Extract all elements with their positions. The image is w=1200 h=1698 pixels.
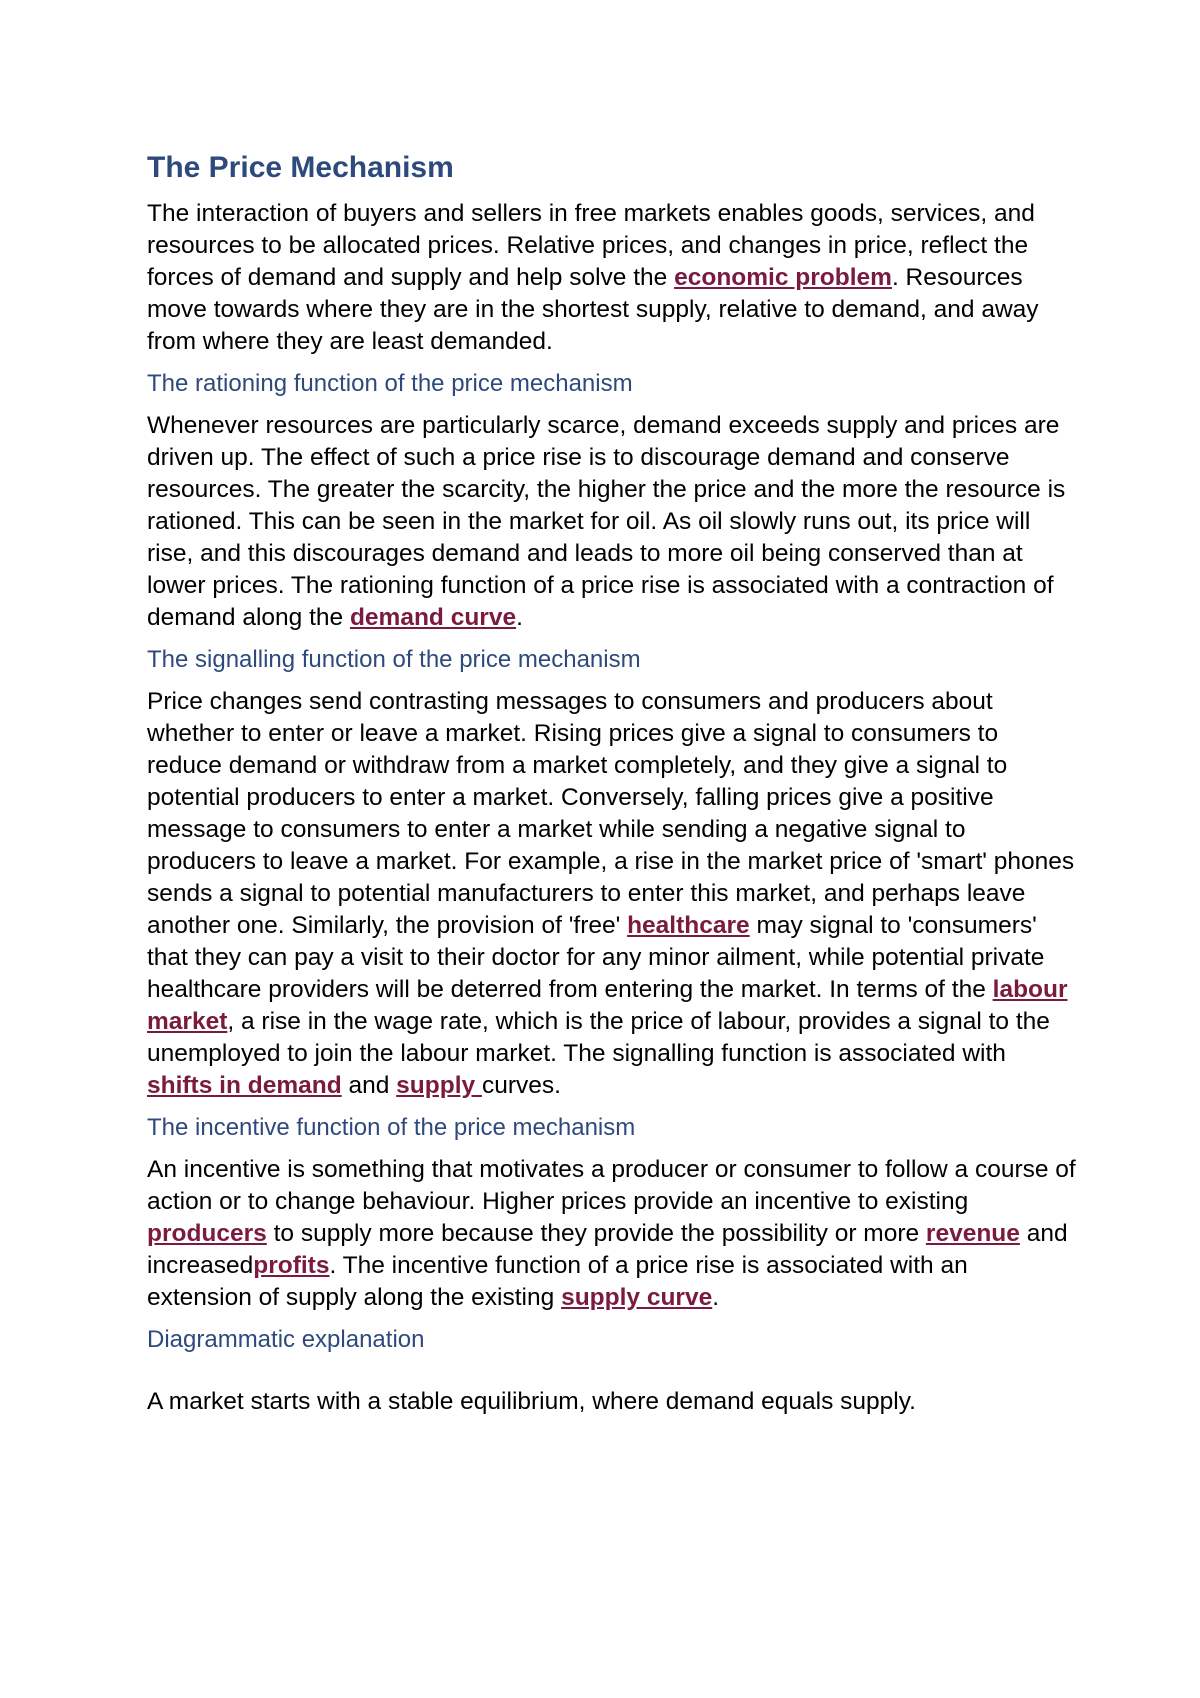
link-producers[interactable]: producers (147, 1220, 267, 1247)
link-healthcare[interactable]: healthcare (627, 912, 750, 939)
signalling-text-4: and (341, 1072, 397, 1099)
signalling-heading: The signalling function of the price mechanism (147, 646, 641, 673)
link-labour-market[interactable]: labour market (147, 976, 1068, 1035)
signalling-text-3: , a rise in the wage rate, which is the price of labour, provides a signal to the unemployed to join the labour market. The signalling function is associated with (147, 1008, 1050, 1067)
incentive-paragraph (147, 1154, 1077, 1314)
rationing-paragraph (147, 410, 1077, 634)
signalling-text-5: curves. (481, 1072, 561, 1099)
incentive-text-1: An incentive is something that motivates a producer or consumer to follow a course of action or to change behaviour. Higher prices provide an incentive to existing (147, 1156, 1076, 1215)
signalling-paragraph (147, 686, 1077, 1102)
link-supply[interactable]: supply (396, 1072, 482, 1099)
intro-text-2: . Resources move towards where they are in the shortest supply, relative to demand, and away from where they are least demanded. (147, 264, 1039, 355)
rationing-text-2: . (516, 604, 523, 631)
link-profits[interactable]: profits (253, 1252, 330, 1279)
link-supply-curve[interactable]: supply curve (561, 1284, 713, 1311)
link-demand-curve[interactable]: demand curve (349, 604, 517, 631)
rationing-text-1: Whenever resources are particularly scarce, demand exceeds supply and prices are driven up. The effect of such a price rise is to discourage demand and conserve resources. The greater the scarcity, the higher the price and the more the resource is rationed. This can be seen in the market for oil. As oil slowly runs out, its price will rise, and this discourages demand and leads to more oil being conserved than at lower prices. The rationing function of a price rise is associated with a contraction of demand along the (147, 412, 1066, 631)
incentive-text-2: to supply more because they provide the possibility or more (266, 1220, 926, 1247)
diagram-paragraph: A market starts with a stable equilibrium, where demand equals supply. (147, 1388, 916, 1415)
link-shifts-in-demand[interactable]: shifts in demand (147, 1072, 342, 1099)
page-title: The Price Mechanism (147, 151, 454, 184)
spacer (147, 1366, 1077, 1386)
incentive-heading: The incentive function of the price mechanism (147, 1114, 636, 1141)
signalling-text-1: Price changes send contrasting messages to consumers and producers about whether to enter or leave a market. Rising prices give a signal to consumers to reduce demand or withdraw from a market completely, and they give a signal to potential producers to enter a market. Conversely, falling prices give a positive message to consumers to enter a market while sending a negative signal to producers to leave a market. For example, a rise in the market price of 'smart' phones sends a signal to potential manufacturers to enter this market, and perhaps leave another one. Similarly, the provision of 'free' (147, 688, 1075, 939)
incentive-text-5: . (712, 1284, 720, 1311)
incentive-text-4: . The incentive function of a price rise is associated with an extension of supply along the existing (147, 1252, 968, 1311)
incentive-text-3: and increased (147, 1220, 1068, 1279)
signalling-text-2: may signal to 'consumers' that they can pay a visit to their doctor for any minor ailment, while potential private healthcare providers will be deterred from entering the market. In terms of the (147, 912, 1045, 1003)
link-economic-problem[interactable]: economic problem (674, 264, 892, 291)
link-revenue[interactable]: revenue (925, 1220, 1020, 1247)
intro-text-1: The interaction of buyers and sellers in free markets enables goods, services, and resources to be allocated prices. Relative prices, and changes in price, reflect the forces of demand and supply and help solve the (147, 200, 1035, 291)
rationing-heading: The rationing function of the price mechanism (147, 370, 633, 397)
document-page (147, 150, 1077, 1428)
intro-paragraph (147, 198, 1077, 358)
diagram-heading: Diagrammatic explanation (147, 1326, 425, 1353)
